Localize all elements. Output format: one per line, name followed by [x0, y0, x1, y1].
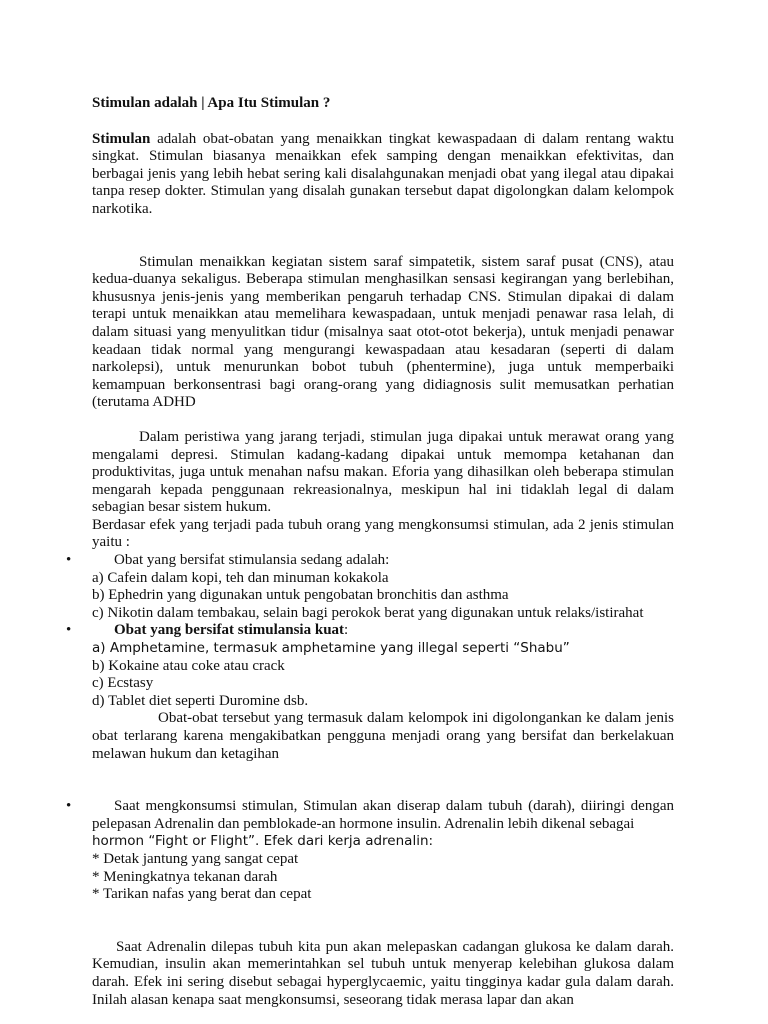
page-title: Stimulan adalah | Apa Itu Stimulan ? [92, 95, 331, 111]
paragraph-types-intro: Berdasar efek yang terjadi pada tubuh orang yang mengkonsumsi stimulan, ada 2 jenis stimulan yaitu : [92, 516, 674, 551]
bullet-point: • [66, 552, 72, 569]
document-body [66, 95, 674, 1009]
strong-heading-colon: : [344, 622, 349, 639]
adrenaline-text: Saat mengkonsumsi stimulan, Stimulan akan diserap dalam tubuh (darah), diiringi dengan pelepasan Adrenalin dan pemblokade-an hormone insulin. Adrenalin lebih dikenal sebagai [92, 798, 674, 832]
intro-term: Stimulan [92, 130, 151, 147]
adrenaline-text-hormone: hormon “Fight or Flight”. Efek dari kerja adrenalin: [92, 833, 434, 850]
bullet-point: • [66, 622, 72, 639]
list-item: * Meningkatnya tekanan darah [92, 868, 278, 885]
paragraph-depression: Dalam peristiwa yang jarang terjadi, stimulan juga dipakai untuk merawat orang yang mengalami depresi. Stimulan kadang-kadang dipakai untuk memompa ketahanan dan produktivitas, juga untuk menahan nafsu makan. Eforia yang dihasilkan oleh beberapa stimulan mengarah kepada penggunaan rekreasionalnya, meskipun hal ini tidaklah legal di dalam sebagian besar sistem hukum. [92, 428, 674, 516]
bullet-point: • [66, 798, 72, 815]
moderate-heading: Obat yang bersifat stimulansia sedang adalah: [114, 552, 390, 569]
bullet-moderate-stimulants [66, 552, 674, 570]
list-item: d) Tablet diet seperti Duromine dsb. [92, 692, 309, 709]
list-item: * Tarikan nafas yang berat dan cepat [92, 886, 312, 903]
list-item: b) Ephedrin yang digunakan untuk pengobatan bronchitis dan asthma [92, 587, 509, 604]
bullet-strong-stimulants [66, 622, 674, 640]
bullet-adrenaline [66, 798, 674, 833]
paragraph-cns: Stimulan menaikkan kegiatan sistem saraf simpatetik, sistem saraf pusat (CNS), atau kedua-duanya sekaligus. Beberapa stimulan menghasilkan sensasi kegirangan yang berlebihan, khususnya jenis-jenis yang memberikan pengaruh terhadap CNS. Stimulan dipakai di dalam terapi untuk menaikkan atau memelihara kewaspadaan, untuk menjadi penawar rasa lelah, di dalam situasi yang menyulitkan tidur (misalnya saat otot-otot bekerja), untuk menjadi penawar keadaan tidak normal yang mengurangi kewaspadaan atau kesadaran (seperti di dalam narkolepsi), untuk menurunkan bobot tubuh (phentermine), juga untuk memperbaiki kemampuan berkonsentrasi bagi orang-orang yang didiagnosis sulit memusatkan perhatian (terutama ADHD [92, 253, 674, 411]
paragraph-illegal-note: Obat-obat tersebut yang termasuk dalam kelompok ini digolongankan ke dalam jenis obat terlarang karena mengakibatkan pengguna menjadi orang yang bersifat dan berkelakuan melawan hukum dan ketagihan [92, 710, 674, 762]
strong-heading-line [92, 622, 674, 640]
list-item: b) Kokaine atau coke atau crack [92, 657, 285, 674]
list-item: a) Amphetamine, termasuk amphetamine yang illegal seperti “Shabu” [92, 640, 570, 657]
intro-paragraph [92, 131, 674, 219]
intro-text: adalah obat-obatan yang menaikkan tingkat kewaspadaan di dalam rentang waktu singkat. Stimulan biasanya menaikkan efek samping dengan menaikkan efektivitas, dan berbagai jenis yang lebih hebat sering kali disalahgunakan menjadi obat yang ilegal atau dipakai tanpa resep dokter. Stimulan yang disalah gunakan tersebut dapat digolongkan dalam kelompok narkotika. [92, 130, 674, 217]
list-item: c) Ecstasy [92, 675, 154, 692]
list-item: c) Nikotin dalam tembakau, selain bagi perokok berat yang digunakan untuk relaks/istirahat [92, 604, 644, 621]
strong-heading: Obat yang bersifat stimulansia kuat [114, 622, 345, 639]
paragraph-glucose: Saat Adrenalin dilepas tubuh kita pun akan melepaskan cadangan glukosa ke dalam darah. Kemudian, insulin akan memerintahkan sel tubuh untuk menyerap kelebihan glukosa dalam darah. Efek ini sering disebut sebagai hyperglycaemic, yaitu tingginya kadar gula dalam darah. Inilah alasan kenapa saat mengkonsumsi, seseorang tidak merasa lapar dan akan [92, 938, 674, 1008]
list-item: * Detak jantung yang sangat cepat [92, 850, 299, 867]
list-item: a) Cafein dalam kopi, teh dan minuman kokakola [92, 569, 389, 586]
